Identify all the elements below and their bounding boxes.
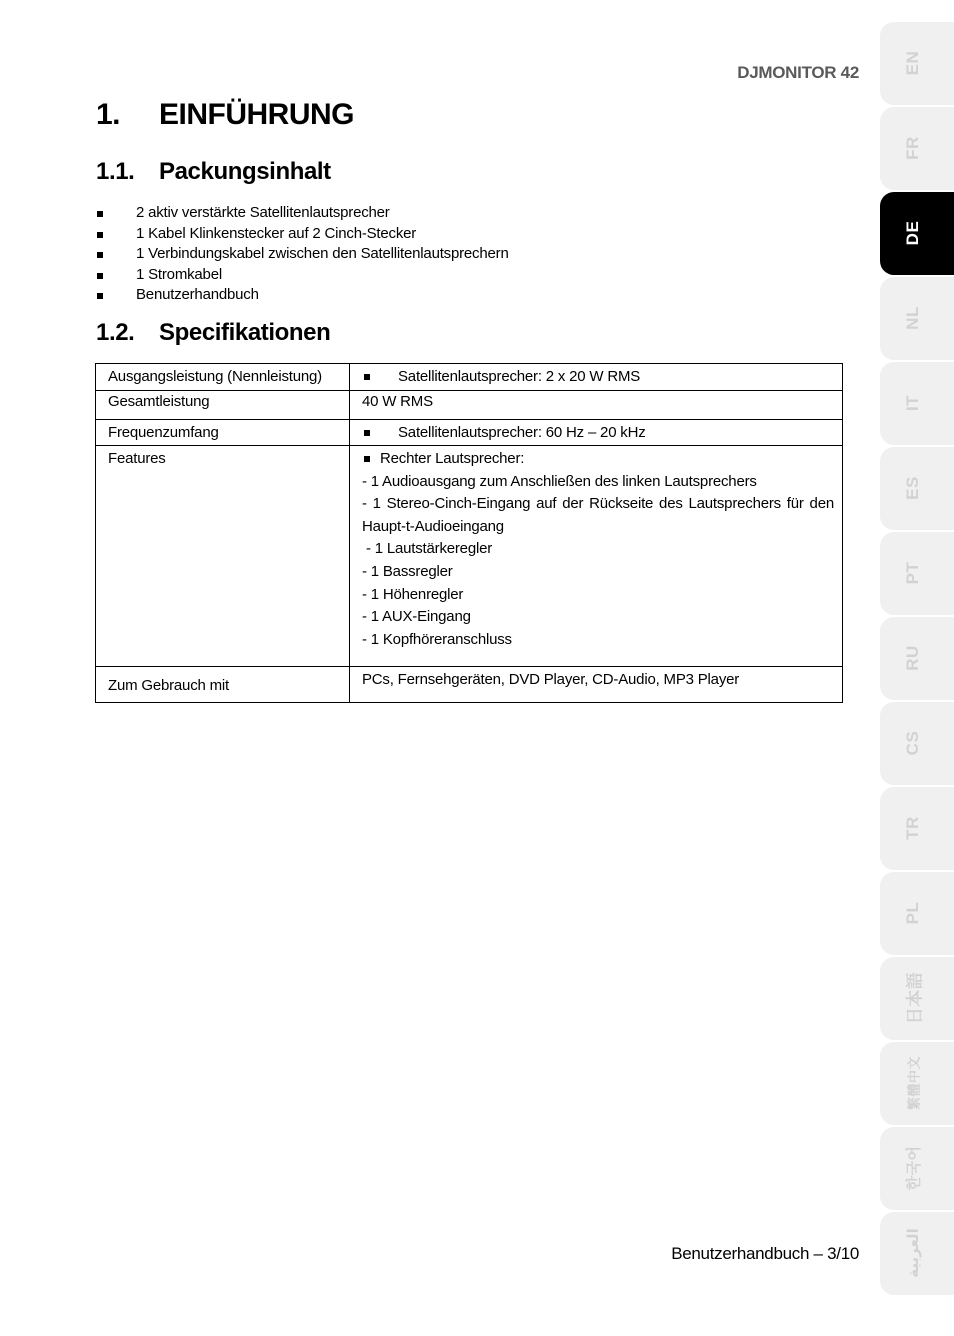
spec-table (95, 363, 843, 703)
section-heading-specs (96, 319, 330, 347)
tab-ru[interactable] (880, 617, 954, 700)
feature-line: - 1 Bassregler (362, 562, 453, 580)
table-row (96, 391, 843, 420)
section-title: Specifikationen (159, 319, 331, 346)
bullet-icon (97, 232, 103, 238)
spec-label: Features (96, 446, 350, 667)
spec-value (362, 366, 834, 388)
spec-value-cell (350, 420, 843, 446)
tab-ja[interactable] (880, 957, 954, 1040)
feature-line: - 1 AUX-Eingang (362, 608, 471, 626)
feature-line: - 1 Audioausgang zum Anschließen des linken Lautsprechers (362, 472, 757, 490)
table-row (96, 667, 843, 703)
tab-es[interactable] (880, 447, 954, 530)
tab-cs[interactable] (880, 702, 954, 785)
package-contents-list (96, 203, 509, 306)
tab-label: IT (903, 394, 922, 412)
bullet-icon (364, 374, 370, 380)
bullet-icon (364, 456, 370, 462)
features-heading-text: Rechter Lautsprecher: (380, 450, 525, 467)
bullet-icon (97, 273, 103, 279)
bullet-icon (97, 293, 103, 299)
spec-value-text: Satellitenlautsprecher: 60 Hz – 20 kHz (398, 424, 646, 441)
chapter-title (96, 98, 354, 132)
tab-label: PT (903, 561, 922, 585)
feature-line: - 1 Stereo-Cinch-Eingang auf der Rückseite des Lautsprechers für den Haupt-t-Audioeingang (362, 495, 834, 535)
section-heading-contents (96, 158, 331, 186)
spec-label: Zum Gebrauch mit (96, 667, 350, 703)
tab-label: EN (903, 50, 922, 76)
list-item-text: 2 aktiv verstärkte Satellitenlautsprecher (136, 204, 390, 221)
product-model: DJMONITOR 42 (737, 63, 859, 82)
bullet-icon (364, 430, 370, 436)
tab-label: PL (903, 901, 922, 925)
tab-en[interactable] (880, 22, 954, 105)
list-item (96, 203, 509, 224)
list-item (96, 244, 509, 265)
features-heading (362, 448, 834, 471)
tab-label: DE (903, 220, 922, 246)
section-number: 1.1. (96, 158, 135, 185)
spec-label: Gesamtleistung (96, 391, 350, 420)
table-row (96, 446, 843, 667)
bullet-icon (97, 211, 103, 217)
tab-pl[interactable] (880, 872, 954, 955)
tab-ar[interactable] (880, 1212, 954, 1295)
tab-label: 繁體中文 (906, 1055, 922, 1111)
spec-label: Ausgangsleistung (Nennleistung) (96, 364, 350, 391)
bullet-icon (97, 252, 103, 258)
section-number: 1.2. (96, 319, 135, 346)
list-item (96, 265, 509, 286)
tab-ko[interactable] (880, 1127, 954, 1210)
list-item (96, 224, 509, 245)
tab-tr[interactable] (880, 787, 954, 870)
spec-value-text: Satellitenlautsprecher: 2 x 20 W RMS (398, 368, 641, 385)
table-row (96, 420, 843, 446)
tab-zh[interactable] (880, 1042, 954, 1125)
spec-value-cell (350, 364, 843, 391)
chapter-title-text: EINFÜHRUNG (159, 98, 354, 131)
tab-pt[interactable] (880, 532, 954, 615)
tab-label: 한국어 (905, 1145, 923, 1191)
tab-label: TR (903, 816, 922, 840)
list-item-text: 1 Kabel Klinkenstecker auf 2 Cinch-Stecker (136, 224, 417, 242)
section-title: Packungsinhalt (159, 158, 331, 185)
feature-line: - 1 Lautstärkeregler (362, 540, 493, 558)
tab-label: NL (903, 306, 922, 330)
tab-label: ES (903, 476, 922, 500)
list-item-text: Benutzerhandbuch (136, 286, 259, 304)
tab-label: 日本語 (905, 971, 925, 1025)
spec-value (362, 422, 834, 444)
tab-label: العربية (905, 1228, 922, 1278)
chapter-number: 1. (96, 98, 121, 131)
spec-label: Frequenzumfang (96, 420, 350, 446)
tab-label: FR (903, 136, 922, 160)
table-row (96, 364, 843, 391)
list-item-text: 1 Stromkabel (136, 265, 222, 283)
spec-value: PCs, Fernsehgeräten, DVD Player, CD-Audio, MP3 Player (350, 667, 843, 703)
features-cell (350, 446, 843, 667)
tab-it[interactable] (880, 362, 954, 445)
page-footer: Benutzerhandbuch – 3/10 (671, 1244, 859, 1263)
tab-nl[interactable] (880, 277, 954, 360)
spec-value: 40 W RMS (350, 391, 843, 420)
tab-label: RU (903, 645, 922, 671)
feature-line: - 1 Kopfhöreranschluss (362, 630, 512, 648)
feature-line: - 1 Höhenregler (362, 585, 464, 603)
tab-de[interactable] (880, 192, 954, 275)
tab-label: CS (903, 730, 922, 756)
list-item-text: 1 Verbindungskabel zwischen den Satellitenlautsprechern (136, 245, 509, 263)
list-item (96, 285, 509, 306)
tab-fr[interactable] (880, 107, 954, 190)
